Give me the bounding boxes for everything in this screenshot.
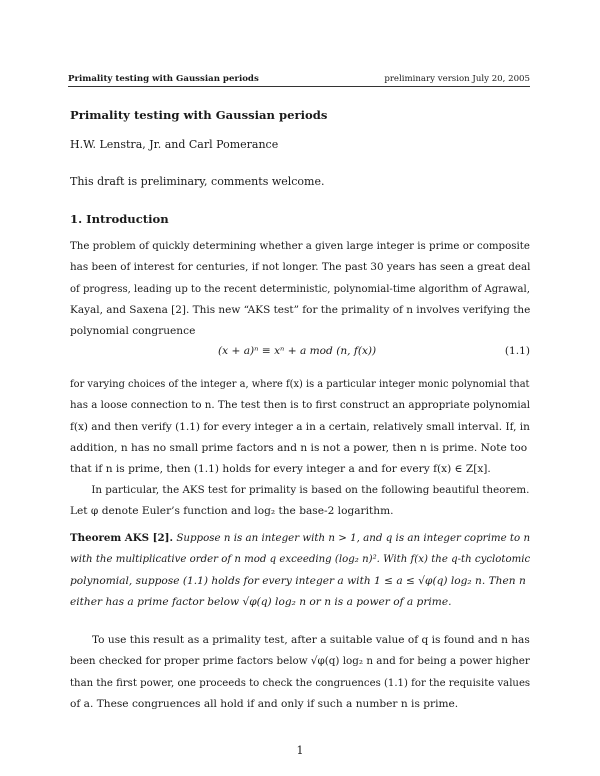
intro-line: of progress, leading up to the recent deterministic, polynomial-time algorithm of Agrawal, (70, 282, 530, 295)
intro-line: Kayal, and Saxena [2]. This new “AKS test” for the primality of n involves verifying the (70, 303, 531, 316)
page-number: 1 (296, 744, 304, 757)
paragraph-line: To use this result as a primality test, after a suitable value of q is found and n has (91, 634, 530, 646)
paragraph-line: of a. These congruences all hold if and only if such a number n is prime. (70, 697, 459, 710)
intro-line: polynomial congruence (70, 325, 196, 338)
theorem-line: with the multiplicative order of n mod q exceeding (log₂ n)². With f(x) the q-th cyclotomic (70, 553, 531, 566)
paragraph-line: for varying choices of the integer a, where f(x) is a particular integer monic polynomial that (70, 378, 530, 390)
paragraph-line: than the first power, one proceeds to check the congruences (1.1) for the requisite values (70, 676, 531, 689)
header-title: Primality testing with Gaussian periods (68, 74, 259, 84)
paragraph-line: addition, n has no small prime factors and n is not a power, then n is prime. Note too (70, 441, 528, 454)
equation-number: (1.1) (504, 345, 530, 357)
intro-line: The problem of quickly determining whether a given large integer is prime or composite (70, 240, 530, 252)
paragraph-line: f(x) and then verify (1.1) for every integer a in a certain, relatively small interval. If, in (70, 420, 530, 433)
section-heading: 1. Introduction (70, 212, 169, 226)
theorem-head: Theorem AKS [2]. (70, 532, 174, 544)
paragraph-line: that if n is prime, then (1.1) holds for every integer a and for every f(x) ∈ Z[x]. (70, 463, 491, 476)
theorem-line-first (70, 528, 531, 549)
theorem-line: Suppose n is an integer with n > 1, and q is an integer coprime to n (176, 532, 531, 544)
paragraph-line: been checked for proper prime factors below √φ(q) log₂ n and for being a power higher (70, 655, 530, 668)
paper-title: Primality testing with Gaussian periods (70, 108, 328, 122)
running-header (68, 74, 530, 87)
theorem-aks (70, 528, 530, 613)
draft-note: This draft is preliminary, comments welcome. (70, 175, 325, 188)
header-version: preliminary version July 20, 2005 (384, 74, 530, 84)
paragraph-line: In particular, the AKS test for primality is based on the following beautiful theorem. (91, 484, 530, 496)
intro-line: has been of interest for centuries, if not longer. The past 30 years has seen a great deal (70, 261, 531, 274)
usage-paragraph (70, 630, 530, 715)
paragraph-line: Let φ denote Euler’s function and log₂ the base-2 logarithm. (70, 505, 394, 518)
particular-paragraph (70, 480, 530, 523)
paragraph-line: has a loose connection to n. The test then is to first construct an appropriate polynomial (70, 399, 531, 412)
after-equation-paragraph (70, 374, 530, 480)
theorem-line: either has a prime factor below √φ(q) log₂ n or n is a power of a prime. (70, 595, 452, 608)
intro-paragraph (70, 236, 530, 342)
equation-expression: (x + a)ⁿ ≡ xⁿ + a mod (n, f(x)) (218, 345, 377, 357)
theorem-line: polynomial, suppose (1.1) holds for every integer a with 1 ≤ a ≤ √φ(q) log₂ n. Then n (70, 574, 526, 587)
paper-authors: H.W. Lenstra, Jr. and Carl Pomerance (70, 138, 279, 151)
